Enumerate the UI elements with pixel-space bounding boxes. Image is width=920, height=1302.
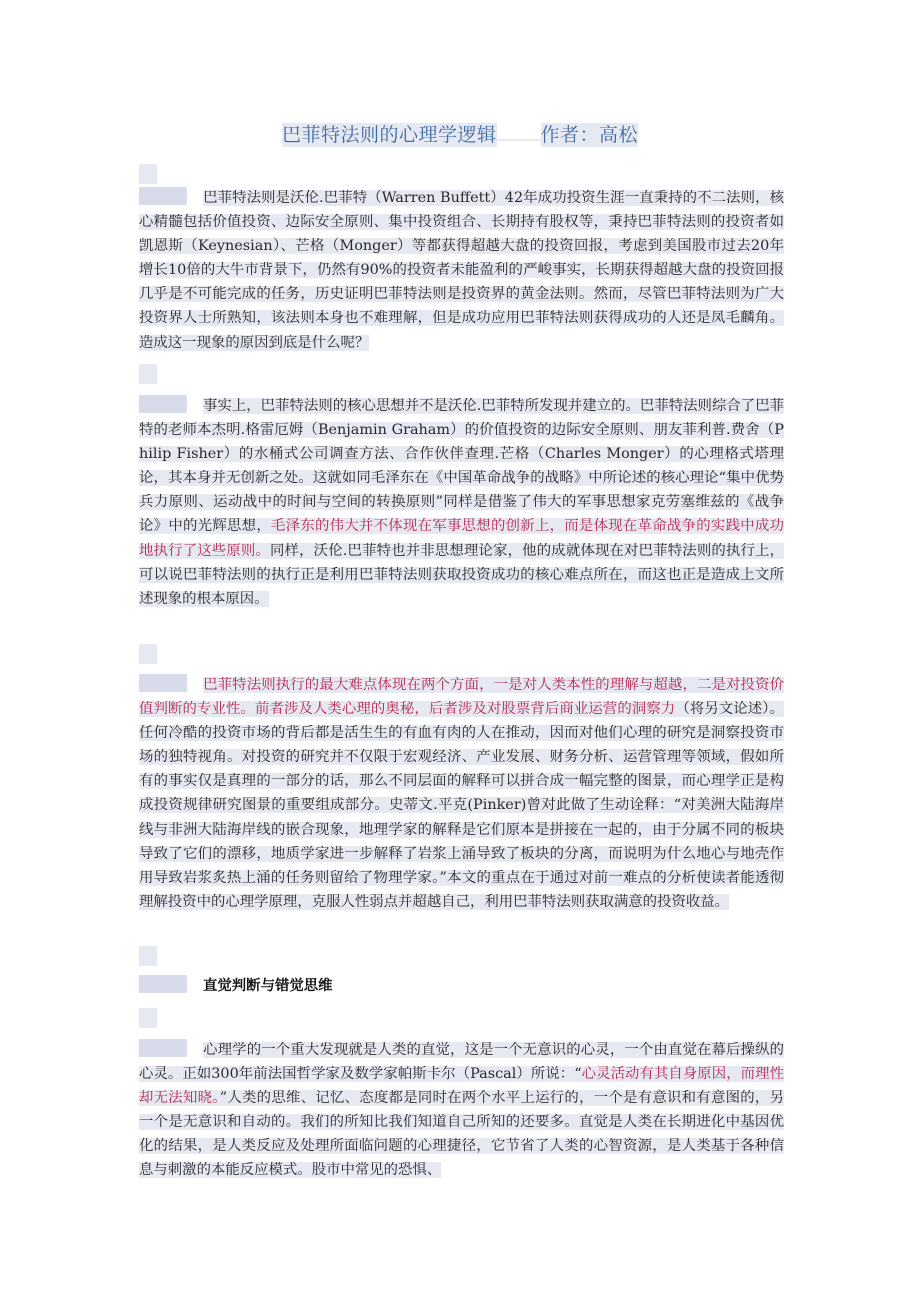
paragraph-4-text-a: 心理学的一个重大发现就是人类的直觉，这是一个无意识的心灵，一个由直觉在幕后操纵的心灵。正如300年前法国哲学家及数学家帕斯卡尔（Pascal）所说：“ bbox=[139, 1042, 784, 1083]
title-text: 巴菲特法则的心理学逻辑 bbox=[281, 124, 497, 146]
paragraph-4 bbox=[139, 1038, 784, 1183]
paragraph-2-text-a: 事实上，巴菲特法则的核心思想并不是沃伦.巴菲特所发现并建立的。巴菲特法则综合了巴菲特的老师本杰明.格雷厄姆（Benjamin Graham）的价值投资的边际安全原则、朋友菲利普.费舍（Philip Fisher）的水桶式公司调查方法、合作伙伴查理.芒格（Charles Monger）的心理格式塔理论，其本身并无创新之处。这就如同毛泽东在《中国革命战争的战略》中所论述的核心理论“集中优势兵力原则、运动战中的时间与空间的转换原则”同样是借鉴了伟大的军事思想家克劳塞维兹的《战争论》中的光辉思想， bbox=[139, 398, 784, 535]
paragraph-2-emphasis: 毛泽东的伟大并不体现在军事思想的创新上，而是体现在革命战争的实践中成功地执行了这些原则。 bbox=[139, 518, 784, 559]
paragraph-4-text-b: ”人类的思维、记忆、态度都是同时在两个水平上运行的，一个是有意识和有意图的，另一个是无意识和自动的。我们的所知比我们知道自己所知的还要多。直觉是人类在长期进化中基因优化的结果，是人类反应及处理所面临问题的心理捷径，它节省了人类的心智资源，是人类基于各种信息与刺激的本能反应模式。股市中常见的恐惧、 bbox=[139, 1090, 784, 1179]
empty-line-marker bbox=[139, 1008, 157, 1028]
paragraph-2 bbox=[139, 394, 784, 611]
empty-line-marker bbox=[139, 946, 157, 966]
empty-line-marker bbox=[139, 364, 157, 384]
empty-line-marker bbox=[139, 164, 157, 184]
author-text: 作者：高松 bbox=[540, 124, 639, 146]
paragraph-1-text: 巴菲特法则是沃伦.巴菲特（Warren Buffett）42年成功投资生涯一直秉持的不二法则，核心精髓包括价值投资、边际安全原则、集中投资组合、长期持有股权等，秉持巴菲特法则的投资者如凯恩斯（Keynesian）、芒格（Monger）等都获得超越大盘的投资回报，考虑到美国股市过去20年增长10倍的大牛市背景下，仍然有90%的投资者未能盈利的严峻事实，长期获得超越大盘的投资回报几乎是不可能完成的任务，历史证明巴菲特法则是投资界的黄金法则。然而，尽管巴菲特法则为广大投资界人士所熟知，该法则本身也不难理解，但是成功应用巴菲特法则获得成功的人还是凤毛麟角。造成这一现象的原因到底是什么呢？ bbox=[139, 190, 784, 351]
paragraph-1 bbox=[139, 186, 784, 355]
paragraph-4-quote: 心灵活动有其自身原因，而理性却无法知晓。 bbox=[139, 1066, 784, 1107]
paragraph-2-text-b: 同样，沃伦.巴菲特也并非思想理论家，他的成就体现在对巴菲特法则的执行上，可以说巴菲特法则的执行正是利用巴菲特法则获取投资成功的核心难点所在，而这也正是造成上文所述现象的根本原因。 bbox=[139, 542, 784, 607]
paragraph-3 bbox=[139, 673, 784, 914]
section-heading-text: 直觉判断与错觉思维 bbox=[203, 978, 333, 994]
paragraph-3-emphasis: 巴菲特法则执行的最大难点体现在两个方面，一是对人类本性的理解与超越，二是对投资价值判断的专业性。前者涉及人类心理的奥秘，后者涉及对股票背后商业运营的洞察力 bbox=[139, 677, 784, 718]
section-heading bbox=[139, 974, 333, 998]
document-title bbox=[0, 120, 920, 147]
paragraph-3-text: （将另文论述）。任何冷酷的投资市场的背后都是活生生的有血有肉的人在推动，因而对他们心理的研究是洞察投资市场的独特视角。对投资的研究并不仅限于宏观经济、产业发展、财务分析、运营管理等领域，假如所有的事实仅是真理的一部分的话，那么不同层面的解释可以拼合成一幅完整的图景，而心理学正是构成投资规律研究图景的重要组成部分。史蒂文.平克(Pinker)曾对此做了生动诠释：“对美洲大陆海岸线与非洲大陆海岸线的嵌合现象，地理学家的解释是它们原本是拼接在一起的，由于分属不同的板块导致了它们的漂移，地质学家进一步解释了岩浆上涌导致了板块的分离，而说明为什么地心与地壳作用导致岩浆炙热上涌的任务则留给了物理学家。”本文的重点在于通过对前一难点的分析使读者能透彻理解投资中的心理学原理，克服人性弱点并超越自己，利用巴菲特法则获取满意的投资收益。 bbox=[139, 701, 784, 910]
empty-line-marker bbox=[139, 644, 157, 664]
